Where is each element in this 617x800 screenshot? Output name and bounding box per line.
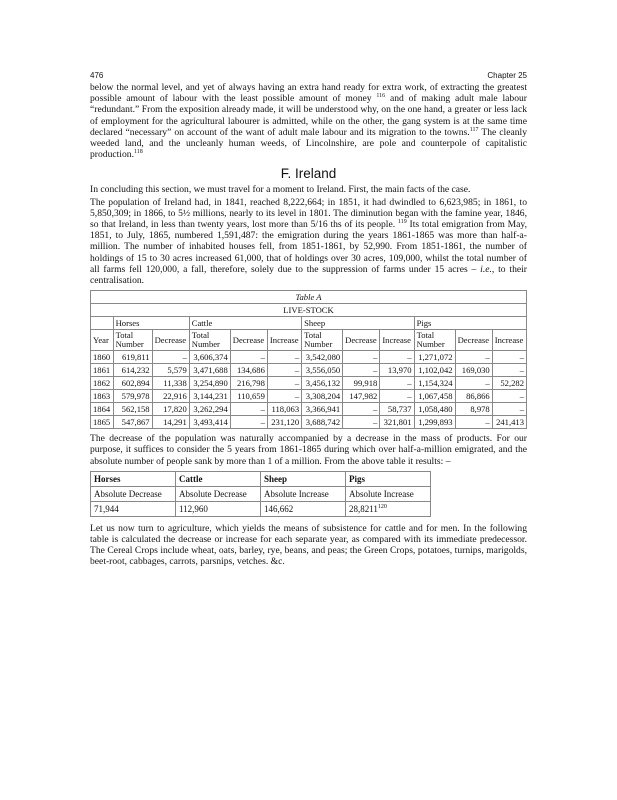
table-cell: – xyxy=(343,364,380,377)
section-title: F. Ireland xyxy=(280,166,337,182)
group-cattle: Cattle xyxy=(189,317,301,330)
col-decrease: Decrease xyxy=(152,330,189,351)
sub-header-row xyxy=(91,330,527,351)
footnote-ref-116[interactable]: 116 xyxy=(376,93,386,100)
table-cell: 58,737 xyxy=(380,403,414,416)
table-cell: – xyxy=(492,351,526,364)
table-cell: 11,338 xyxy=(152,377,189,390)
val-cattle: 112,960 xyxy=(176,501,261,516)
table-cell: – xyxy=(492,403,526,416)
table-cell: 3,308,204 xyxy=(302,390,343,403)
table-cell: 3,471,688 xyxy=(189,364,230,377)
page-number: 476 xyxy=(90,71,104,80)
col-total: Total Number xyxy=(414,330,455,351)
table-cell: – xyxy=(380,390,414,403)
table-cell: 8,978 xyxy=(455,403,492,416)
table-row xyxy=(91,364,527,377)
table-cell: 3,688,742 xyxy=(302,416,343,429)
livestock-table xyxy=(90,290,527,429)
col-increase: Increase xyxy=(380,330,414,351)
table-cell: 3,456,132 xyxy=(302,377,343,390)
table-cell: 52,282 xyxy=(492,377,526,390)
year-cell: 1861 xyxy=(91,364,114,377)
group-horses: Horses xyxy=(113,317,189,330)
sub-cattle: Absolute Decrease xyxy=(176,486,261,501)
table-cell: – xyxy=(230,416,267,429)
table-cell: 1,271,072 xyxy=(414,351,455,364)
table-row xyxy=(91,486,431,501)
table-cell: 562,158 xyxy=(113,403,152,416)
table-cell: – xyxy=(267,364,301,377)
table-cell: – xyxy=(343,416,380,429)
table-cell: – xyxy=(380,351,414,364)
paragraph-3 xyxy=(90,197,527,287)
table-cell: – xyxy=(492,364,526,377)
table-row xyxy=(91,377,527,390)
val-sheep: 146,662 xyxy=(261,501,346,516)
table-cell: 1,067,458 xyxy=(414,390,455,403)
table-cell: 3,366,941 xyxy=(302,403,343,416)
paragraph-2: In concluding this section, we must travel for a moment to Ireland. First, the main facts of the case. xyxy=(90,184,471,196)
head-horses: Horses xyxy=(91,471,176,486)
table-cell: 3,262,294 xyxy=(189,403,230,416)
sub-horses: Absolute Decrease xyxy=(91,486,176,501)
table-cell: – xyxy=(267,351,301,364)
col-decrease: Decrease xyxy=(230,330,267,351)
table-cell: – xyxy=(455,416,492,429)
val-pigs: 28,8211$^{120}$ xyxy=(346,501,431,516)
col-total: Total Number xyxy=(189,330,230,351)
year-cell: 1862 xyxy=(91,377,114,390)
table-cell: 110,659 xyxy=(230,390,267,403)
table-cell: 1,299,893 xyxy=(414,416,455,429)
table-cell: 169,030 xyxy=(455,364,492,377)
table-cell: 614,232 xyxy=(113,364,152,377)
table-row xyxy=(91,416,527,429)
footnote-ref-118[interactable]: 118 xyxy=(133,149,143,156)
table-cell: 241,413 xyxy=(492,416,526,429)
table-cell: 1,154,324 xyxy=(414,377,455,390)
table-cell: – xyxy=(230,351,267,364)
table-cell: – xyxy=(152,351,189,364)
text: and of making adult male labour “redundant.” From the exposition already made, it will be understood why, on the one hand, a greater or less lack of employment for the agricultural labourer is admitted, while on the other, the gang system is at the same time declared “necessary” on account of the want of adult male labour and its migration to the towns. xyxy=(90,93,527,138)
paragraph-5: Let us now turn to agriculture, which yields the means of subsistence for cattle and for men. In the following table is calculated the decrease or increase for each separate year, as compared with its immediate predecessor. The Cereal Crops include wheat, oats, barley, rye, beans, and peas; the Green Crops, potatoes, turnips, marigolds, beet-root, cabbages, carrots, parsnips, vetches. &c. xyxy=(90,522,527,568)
table-cell: – xyxy=(455,351,492,364)
table-cell: 1,058,480 xyxy=(414,403,455,416)
italic-ie: i.e. xyxy=(480,263,492,275)
table-caption: Table A xyxy=(91,291,527,304)
year-cell: 1863 xyxy=(91,390,114,403)
head-sheep: Sheep xyxy=(261,471,346,486)
footnote-ref-120[interactable]: 120 xyxy=(377,503,387,510)
table-cell: 134,686 xyxy=(230,364,267,377)
val-horses: 71,944 xyxy=(91,501,176,516)
year-cell: 1860 xyxy=(91,351,114,364)
sub-sheep: Absolute Increase xyxy=(261,486,346,501)
year-cell: 1864 xyxy=(91,403,114,416)
group-pigs: Pigs xyxy=(414,317,526,330)
paragraph-4: The decrease of the population was naturally accompanied by a decrease in the mass of products. For our purpose, it suffices to consider the 5 years from 1861-1865 during which over half-a-million emigrated, and the absolute number of people sank by more than 1 of a million. From the above table it results: – xyxy=(90,433,527,467)
table-cell: 3,493,414 xyxy=(189,416,230,429)
table-cell: 86,866 xyxy=(455,390,492,403)
table-row xyxy=(91,351,527,364)
table-row xyxy=(91,501,431,516)
footnote-ref-117[interactable]: 117 xyxy=(469,126,479,133)
table-cell: 321,801 xyxy=(380,416,414,429)
head-cattle: Cattle xyxy=(176,471,261,486)
table-cell: 3,254,890 xyxy=(189,377,230,390)
text: , to their centralisation. xyxy=(90,263,527,287)
text: The cleanly weeded land, and the uncleanly human weeds, of Lincolnshire, are pole and counterpole of capitalistic production. xyxy=(90,126,527,161)
table-cell: 13,970 xyxy=(380,364,414,377)
table-cell: 147,982 xyxy=(343,390,380,403)
footnote-ref-119[interactable]: 119 xyxy=(397,218,407,225)
table-cell: 3,556,050 xyxy=(302,364,343,377)
table-cell: – xyxy=(267,377,301,390)
table-row xyxy=(91,471,431,486)
group-header-row xyxy=(91,317,527,330)
text: below the normal level, and yet of always having an extra hand ready for extra work, of extracting the greatest possible amount of labour with the least possible amount of money xyxy=(90,82,527,105)
table-row xyxy=(91,403,527,416)
table-cell: 3,606,374 xyxy=(189,351,230,364)
table-cell: 14,291 xyxy=(152,416,189,429)
text: The population of Ireland had, in 1841, reached 8,222,664; in 1851, it had dwindled to 6,623,985; in 1861, to 5,850,309; in 1866, to 5½ millions, nearly to its level in 1801. The diminution began with the famine year, 1846, so that Ireland, in less than twenty years, lost more than 5/16 ths of its people. xyxy=(90,196,527,231)
table-cell: 619,811 xyxy=(113,351,152,364)
group-sheep: Sheep xyxy=(302,317,414,330)
paragraph-1 xyxy=(90,82,527,160)
col-decrease: Decrease xyxy=(343,330,380,351)
table-cell: – xyxy=(380,377,414,390)
table-cell: 579,978 xyxy=(113,390,152,403)
absolute-change-table xyxy=(90,471,431,517)
head-pigs: Pigs xyxy=(346,471,431,486)
col-total: Total Number xyxy=(302,330,343,351)
table-cell: 216,798 xyxy=(230,377,267,390)
text: Its total emigration from May, 1851, to July, 1865, numbered 1,591,487: the emigration during the years 1861-1865 was more than half-a-million. The number of inhabited houses fell, from 1851-1861, by 52,990. From 1851-1861, the number of holdings of 15 to 30 acres increased 61,000, that of holdings over 30 acres, 109,000, whilst the total number of all farms fell 120,000, a fall, therefore, solely due to the suppression of farms under 15 acres – xyxy=(90,219,527,275)
col-increase: Increase xyxy=(267,330,301,351)
sub-pigs: Absolute Increase xyxy=(346,486,431,501)
table-cell: 5,579 xyxy=(152,364,189,377)
table-cell: 17,820 xyxy=(152,403,189,416)
col-total: Total Number xyxy=(113,330,152,351)
table-cell: 118,063 xyxy=(267,403,301,416)
running-header xyxy=(90,70,527,82)
table-cell: – xyxy=(492,390,526,403)
col-decrease: Decrease xyxy=(455,330,492,351)
table-row xyxy=(91,390,527,403)
chapter-label: Chapter 25 xyxy=(487,71,527,80)
table-cell: – xyxy=(343,403,380,416)
table-cell: – xyxy=(455,377,492,390)
table-cell: 3,542,080 xyxy=(302,351,343,364)
table-cell: – xyxy=(267,390,301,403)
year-cell: 1865 xyxy=(91,416,114,429)
table-cell: 602,894 xyxy=(113,377,152,390)
table-cell: 1,102,042 xyxy=(414,364,455,377)
table-cell: 3,144,231 xyxy=(189,390,230,403)
col-increase: Increase xyxy=(492,330,526,351)
table-cell: – xyxy=(343,351,380,364)
page xyxy=(90,70,527,568)
table-cell: 231,120 xyxy=(267,416,301,429)
table-cell: – xyxy=(230,403,267,416)
table-cell: 22,916 xyxy=(152,390,189,403)
table-cell: 547,867 xyxy=(113,416,152,429)
table-title: LIVE-STOCK xyxy=(91,304,527,317)
col-year: Year xyxy=(91,330,114,351)
table-cell: 99,918 xyxy=(343,377,380,390)
